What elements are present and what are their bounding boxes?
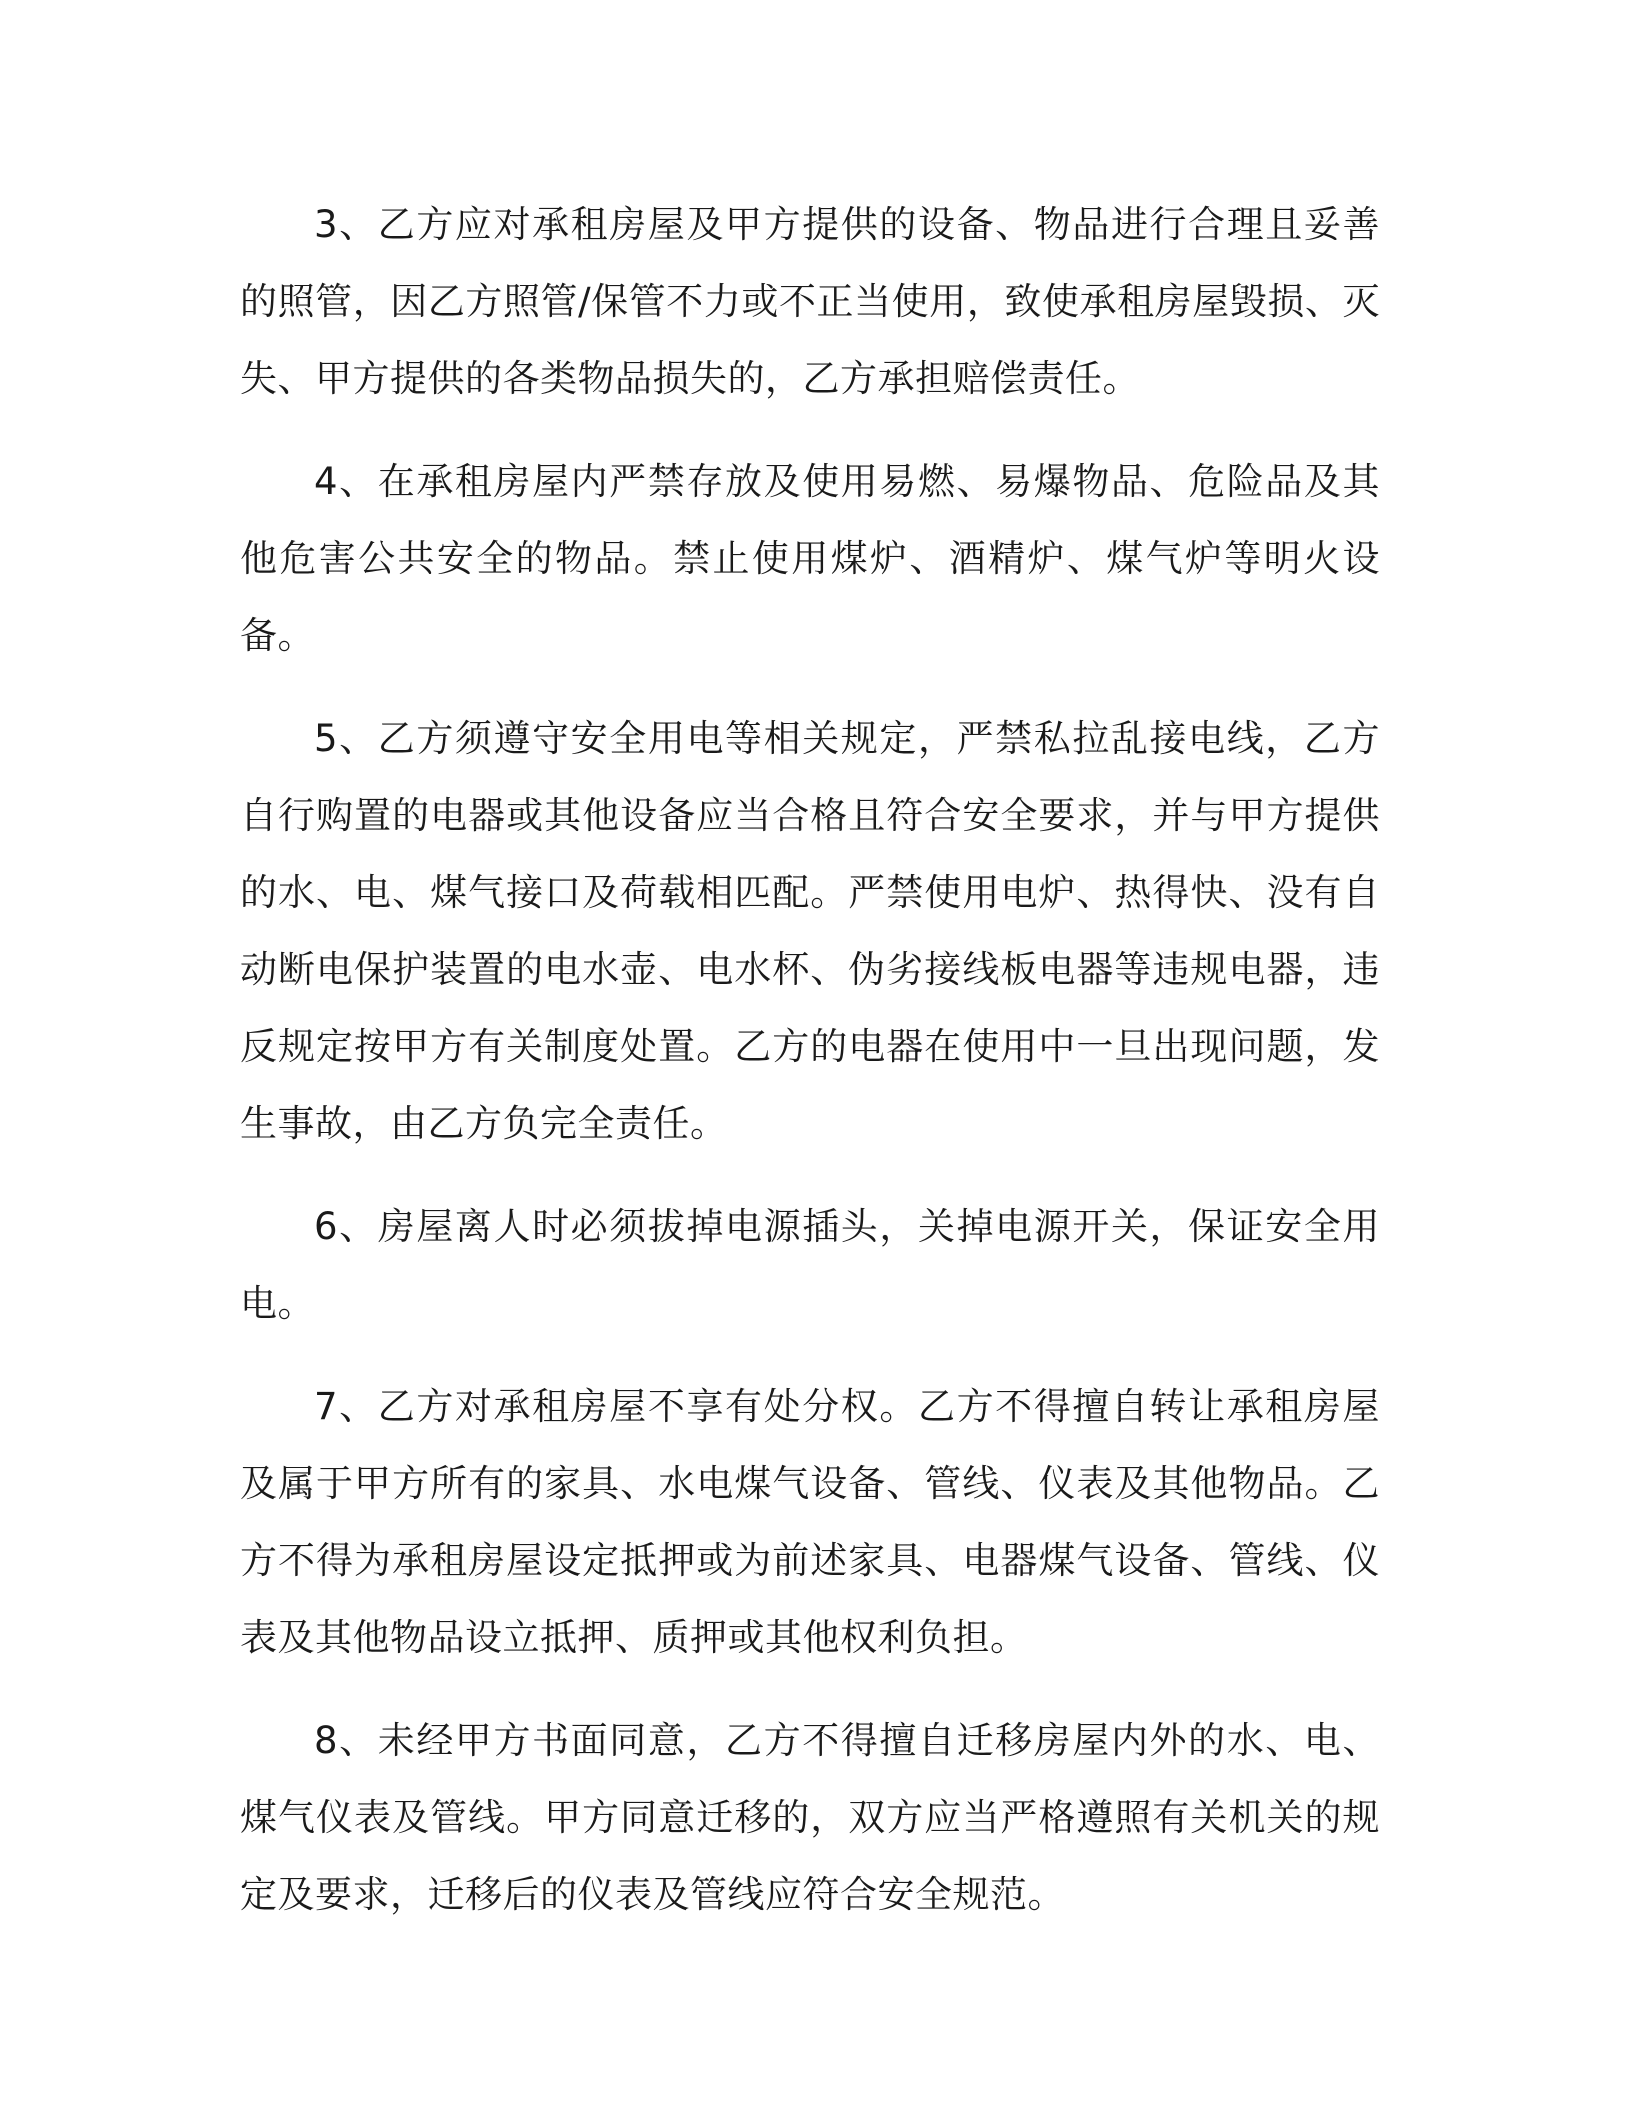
document-body: [240, 186, 1380, 1959]
clause-4: 4、在承租房屋内严禁存放及使用易燃、易爆物品、危险品及其他危害公共安全的物品。禁止使用煤炉、酒精炉、煤气炉等明火设备。: [240, 460, 1380, 657]
clause-5: 5、乙方须遵守安全用电等相关规定，严禁私拉乱接电线，乙方自行购置的电器或其他设备应当合格且符合安全要求，并与甲方提供的水、电、煤气接口及荷载相匹配。严禁使用电炉、热得快、没有自动断电保护装置的电水壶、电水杯、伪劣接线板电器等违规电器，违反规定按甲方有关制度处置。乙方的电器在使用中一旦出现问题，发生事故，由乙方负完全责任。: [240, 717, 1380, 1145]
clause-8: 8、未经甲方书面同意，乙方不得擅自迁移房屋内外的水、电、煤气仪表及管线。甲方同意迁移的，双方应当严格遵照有关机关的规定及要求，迁移后的仪表及管线应符合安全规范。: [240, 1719, 1380, 1916]
clause-3: 3、乙方应对承租房屋及甲方提供的设备、物品进行合理且妥善的照管，因乙方照管/保管不力或不正当使用，致使承租房屋毁损、灭失、甲方提供的各类物品损失的，乙方承担赔偿责任。: [240, 203, 1380, 400]
clause-7: 7、乙方对承租房屋不享有处分权。乙方不得擅自转让承租房屋及属于甲方所有的家具、水电煤气设备、管线、仪表及其他物品。乙方不得为承租房屋设定抵押或为前述家具、电器煤气设备、管线、仪表及其他物品设立抵押、质押或其他权利负担。: [240, 1385, 1380, 1659]
clause-6: 6、房屋离人时必须拔掉电源插头，关掉电源开关，保证安全用电。: [240, 1205, 1380, 1325]
